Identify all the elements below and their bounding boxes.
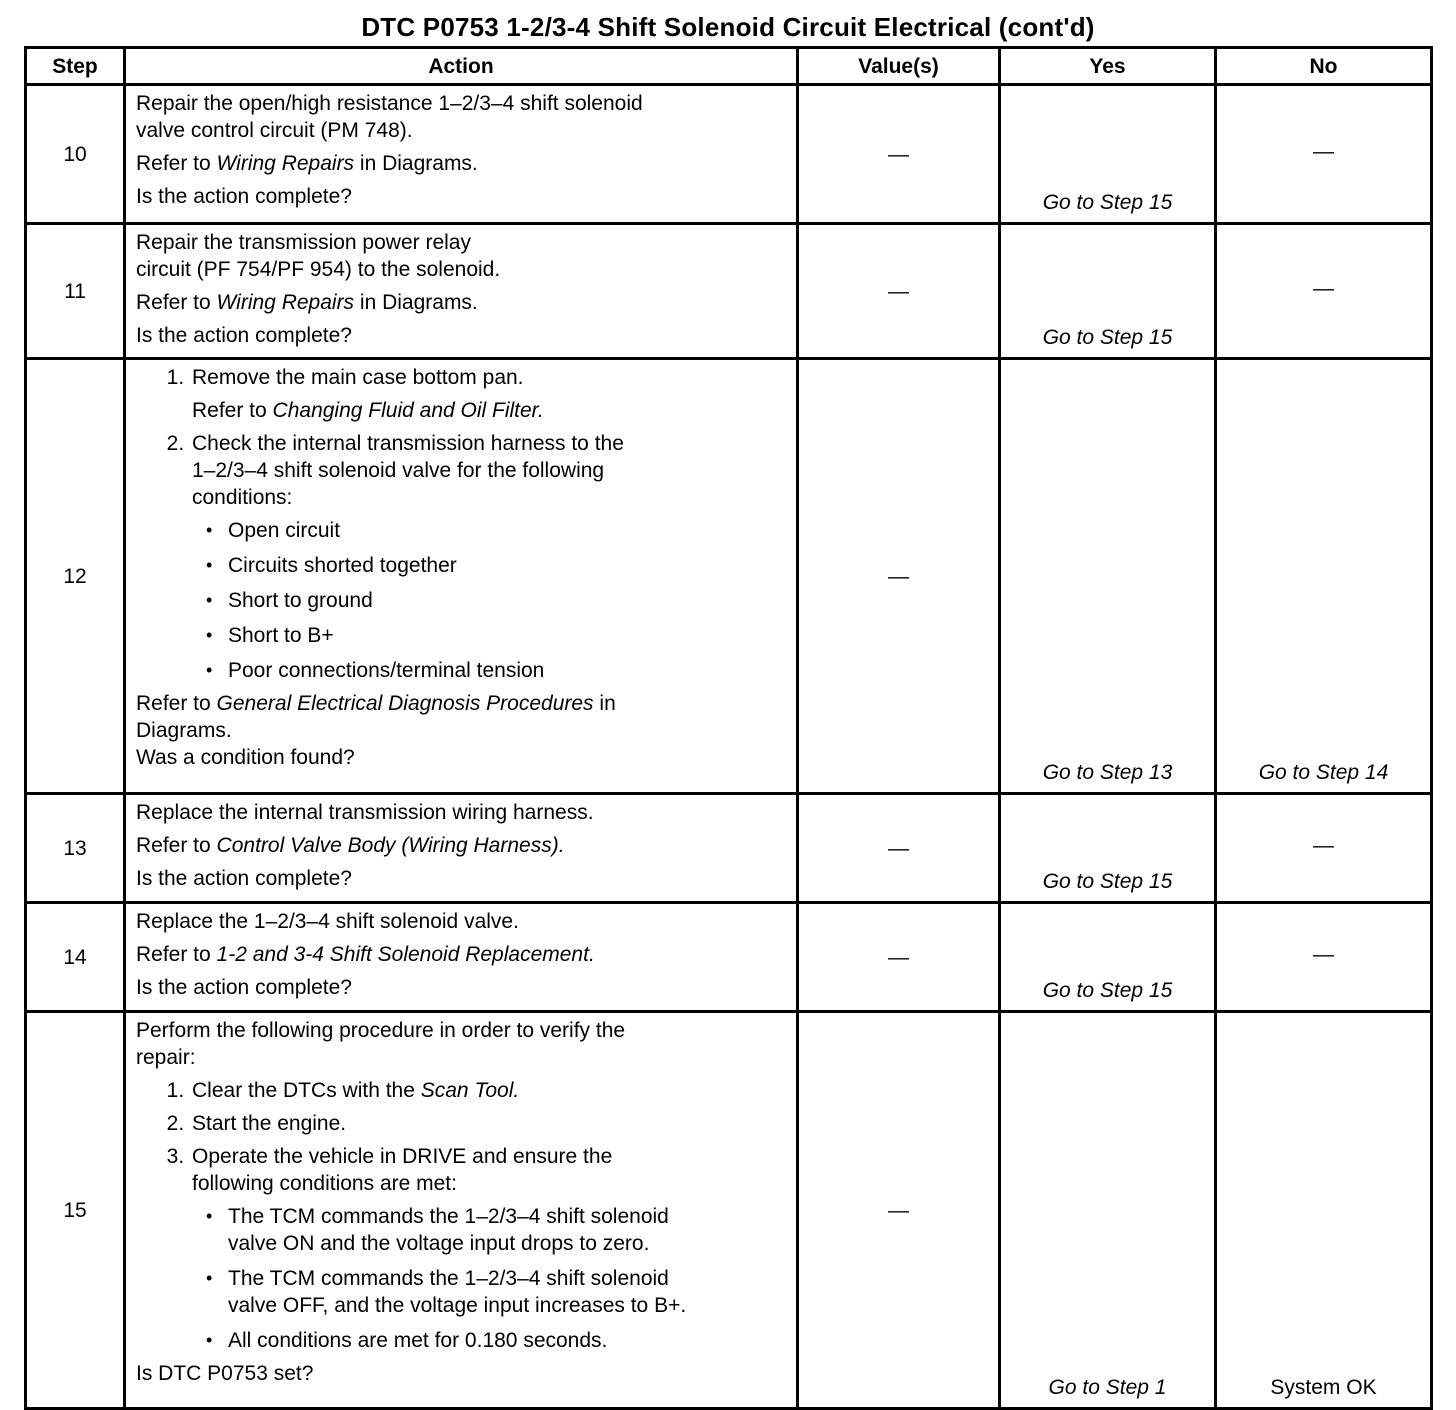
step-number: 14	[26, 903, 125, 1012]
list-item: • Short to ground	[228, 587, 788, 614]
action-cell	[125, 1012, 798, 1409]
step-number: 10	[26, 85, 125, 224]
no-cell: Go to Step 14	[1216, 359, 1432, 794]
action-refer: Refer to Wiring Repairs in Diagrams.	[136, 291, 478, 314]
value-cell: —	[798, 224, 1000, 359]
list-item: 2. Check the internal transmission harness to the 1–2/3–4 shift solenoid valve for the following conditions: • Open circuit • Circuits shorted together • Short to ground • Short to B+ • Poor connections/terminal tension	[190, 430, 788, 684]
action-refer: Refer to 1-2 and 3-4 Shift Solenoid Replacement.	[136, 943, 595, 966]
header-step: Step	[26, 48, 125, 85]
table-row	[26, 794, 1432, 903]
list-item: • The TCM commands the 1–2/3–4 shift solenoid valve OFF, and the voltage input increases to B+.	[228, 1265, 788, 1319]
action-text: Repair the open/high resistance 1–2/3–4 shift solenoid valve control circuit (PM 748).	[136, 92, 643, 142]
action-text: Replace the 1–2/3–4 shift solenoid valve.	[136, 910, 519, 933]
value-cell: —	[798, 1012, 1000, 1409]
list-item: • All conditions are met for 0.180 seconds.	[228, 1327, 788, 1354]
action-question: Is the action complete?	[136, 867, 352, 890]
value-cell: —	[798, 794, 1000, 903]
header-yes: Yes	[1000, 48, 1216, 85]
table-header-row	[26, 48, 1432, 85]
step-number: 15	[26, 1012, 125, 1409]
action-question: Is the action complete?	[136, 185, 352, 208]
table-row	[26, 224, 1432, 359]
action-question: Is the action complete?	[136, 976, 352, 999]
action-cell	[125, 85, 798, 224]
step-number: 12	[26, 359, 125, 794]
value-cell: —	[798, 85, 1000, 224]
no-cell: —	[1216, 794, 1432, 903]
action-refer: Refer to General Electrical Diagnosis Procedures in Diagrams. Was a condition found?	[136, 690, 788, 771]
yes-cell: Go to Step 15	[1000, 224, 1216, 359]
no-cell: —	[1216, 903, 1432, 1012]
list-item: • Poor connections/terminal tension	[228, 657, 788, 684]
no-cell: System OK	[1216, 1012, 1432, 1409]
list-item: • The TCM commands the 1–2/3–4 shift solenoid valve ON and the voltage input drops to zero.	[228, 1203, 788, 1257]
conditions-list	[192, 517, 788, 684]
step-number: 13	[26, 794, 125, 903]
action-cell	[125, 224, 798, 359]
header-action: Action	[125, 48, 798, 85]
action-cell	[125, 359, 798, 794]
header-value: Value(s)	[798, 48, 1000, 85]
table-row	[26, 359, 1432, 794]
procedure-list	[136, 1077, 788, 1354]
page-title: DTC P0753 1-2/3-4 Shift Solenoid Circuit Electrical (cont'd)	[361, 12, 1095, 42]
action-question: Is the action complete?	[136, 324, 352, 347]
list-item: 3. Operate the vehicle in DRIVE and ensure the following conditions are met: • The TCM commands the 1–2/3–4 shift solenoid valve ON and the voltage input drops to zero. • The TCM commands the 1–2/3–4 shift solenoid valve OFF, and the voltage input increases to B+. • All conditions are met for 0.180 seconds.	[190, 1143, 788, 1354]
action-cell	[125, 794, 798, 903]
action-question: Was a condition found?	[136, 746, 355, 769]
diagnostic-table	[24, 46, 1433, 1410]
action-text: Repair the transmission power relay circuit (PF 754/PF 954) to the solenoid.	[136, 231, 501, 281]
no-cell: —	[1216, 224, 1432, 359]
value-cell: —	[798, 903, 1000, 1012]
list-item: 2. Start the engine.	[190, 1110, 788, 1137]
yes-cell: Go to Step 13	[1000, 359, 1216, 794]
header-no: No	[1216, 48, 1432, 85]
table-row	[26, 85, 1432, 224]
action-question: Is DTC P0753 set?	[136, 1362, 314, 1385]
yes-cell: Go to Step 1	[1000, 1012, 1216, 1409]
list-item: 1. Clear the DTCs with the Scan Tool.	[190, 1077, 788, 1104]
action-text: Replace the internal transmission wiring harness.	[136, 801, 594, 824]
conditions-list	[192, 1203, 788, 1354]
step-number: 11	[26, 224, 125, 359]
yes-cell: Go to Step 15	[1000, 903, 1216, 1012]
list-item: • Circuits shorted together	[228, 552, 788, 579]
action-text: Perform the following procedure in order to verify the repair:	[136, 1019, 626, 1069]
no-cell: —	[1216, 85, 1432, 224]
list-item: • Short to B+	[228, 622, 788, 649]
table-row	[26, 903, 1432, 1012]
action-cell	[125, 903, 798, 1012]
table-row	[26, 1012, 1432, 1409]
yes-cell: Go to Step 15	[1000, 794, 1216, 903]
procedure-list	[136, 364, 788, 684]
action-refer: Refer to Control Valve Body (Wiring Harness).	[136, 834, 565, 857]
list-item: • Open circuit	[228, 517, 788, 544]
value-cell: —	[798, 359, 1000, 794]
action-refer: Refer to Wiring Repairs in Diagrams.	[136, 152, 478, 175]
yes-cell: Go to Step 15	[1000, 85, 1216, 224]
list-item: 1. Remove the main case bottom pan. Refer to Changing Fluid and Oil Filter.	[190, 364, 788, 424]
